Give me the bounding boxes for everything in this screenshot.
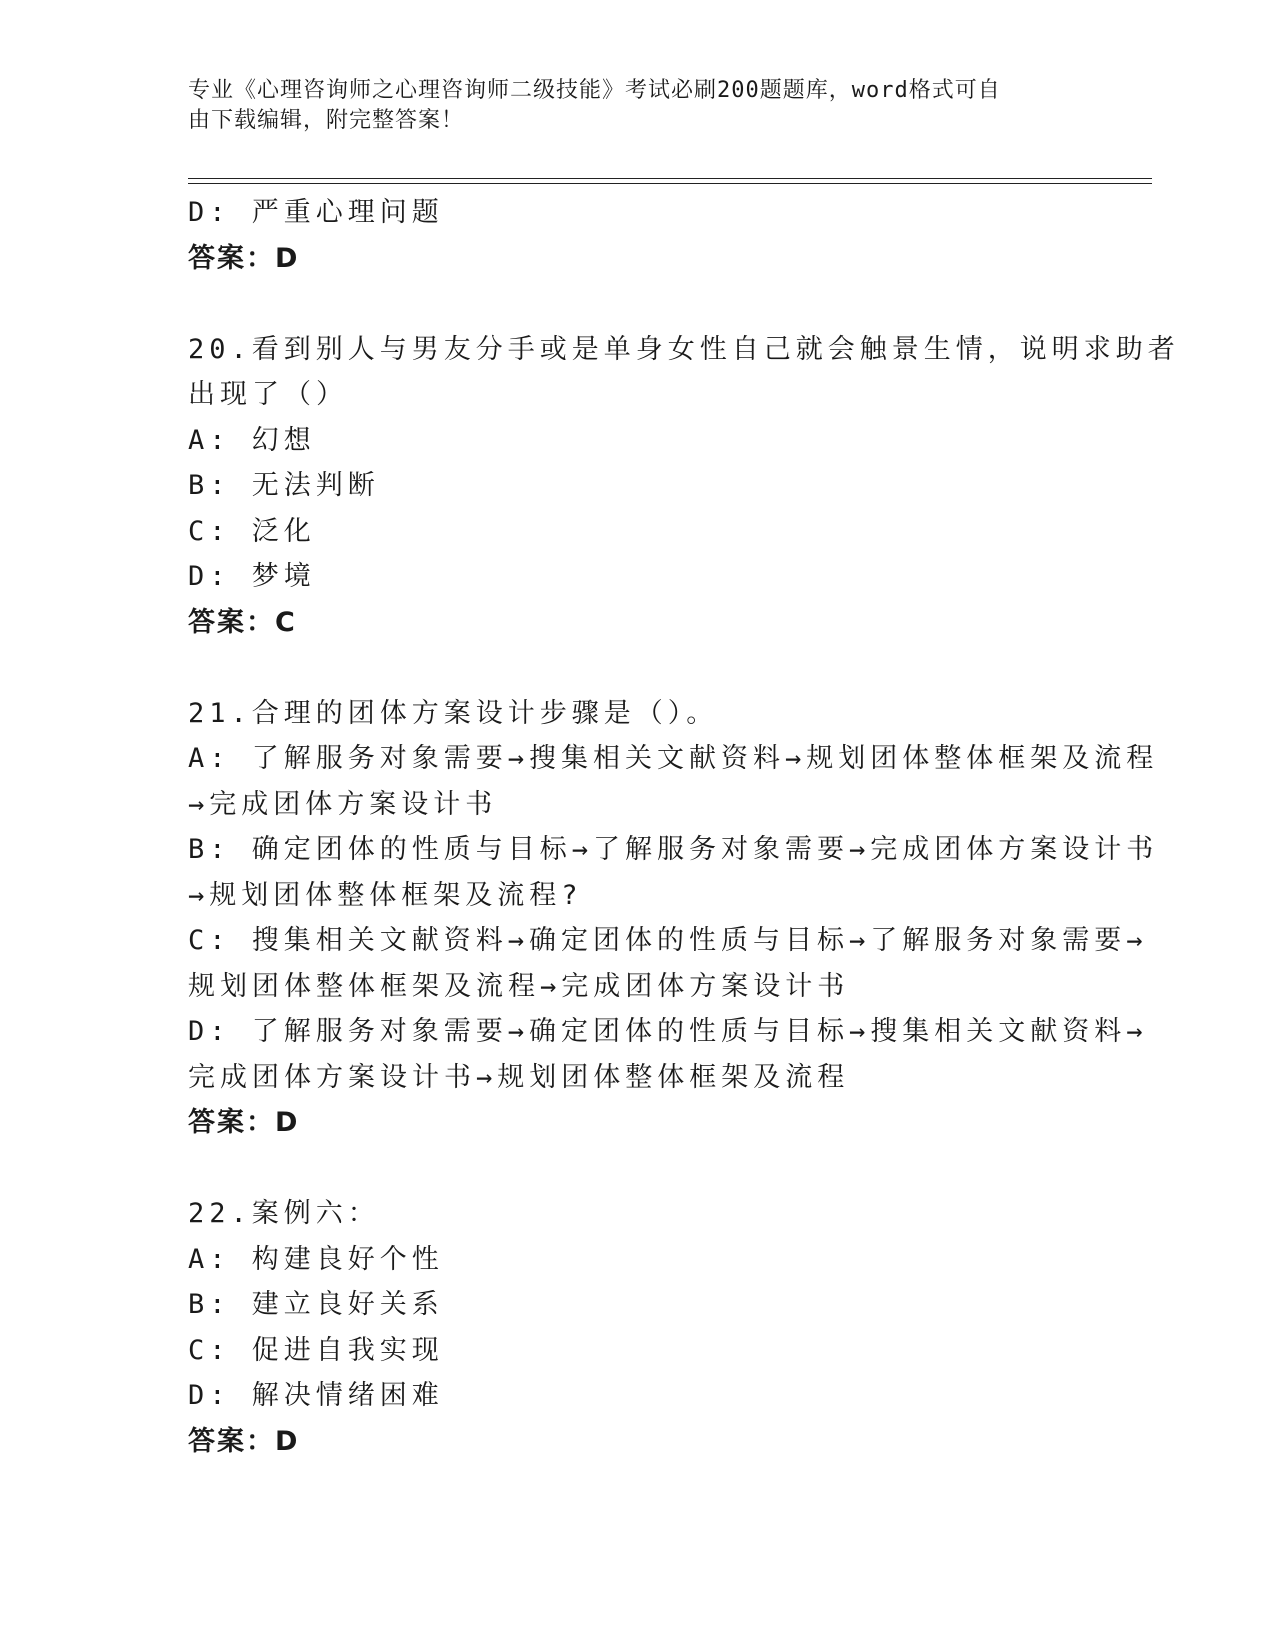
option-d-continued: 完成团体方案设计书→规划团体整体框架及流程 bbox=[188, 1061, 850, 1093]
header-divider-bottom bbox=[188, 183, 1152, 184]
option-d: D: 解决情绪困难 bbox=[188, 1380, 444, 1411]
option-a: A: 构建良好个性 bbox=[188, 1243, 444, 1275]
option-d: D: 了解服务对象需要→确定团体的性质与目标→搜集相关文献资料→ bbox=[188, 1016, 1148, 1047]
option-b: B: 确定团体的性质与目标→了解服务对象需要→完成团体方案设计书 bbox=[188, 834, 1159, 865]
option-a: A: 幻想 bbox=[188, 424, 316, 456]
spacer bbox=[188, 281, 1088, 327]
option-c-continued: 规划团体整体框架及流程→完成团体方案设计书 bbox=[188, 970, 850, 1002]
answer: 答案：D bbox=[188, 242, 300, 274]
question-content bbox=[188, 190, 1180, 1464]
answer: 答案：D bbox=[188, 1425, 300, 1457]
question-22 bbox=[188, 1191, 1088, 1464]
page-header bbox=[188, 76, 1068, 136]
spacer bbox=[188, 645, 1088, 691]
header-divider-top bbox=[188, 178, 1152, 179]
option-a: A: 了解服务对象需要→搜集相关文献资料→规划团体整体框架及流程 bbox=[188, 743, 1159, 774]
option-d: D: 梦境 bbox=[188, 561, 316, 592]
answer: 答案：D bbox=[188, 1107, 300, 1138]
option-d: D: 严重心理问题 bbox=[188, 197, 444, 228]
question-stem: 22.案例六： bbox=[188, 1198, 380, 1229]
question-stem: 20.看到别人与男友分手或是单身女性自己就会触景生情，说明求助者 bbox=[188, 333, 1180, 365]
header-line-1: 专业《心理咨询师之心理咨询师二级技能》考试必刷200题题库，word格式可自 bbox=[188, 78, 1001, 103]
answer: 答案：C bbox=[188, 606, 297, 638]
question-stem-continued: 出现了（） bbox=[188, 379, 348, 410]
option-c: C: 搜集相关文献资料→确定团体的性质与目标→了解服务对象需要→ bbox=[188, 925, 1148, 956]
question-20 bbox=[188, 327, 1180, 646]
spacer bbox=[188, 1146, 1088, 1192]
question-stem: 21.合理的团体方案设计步骤是（）。 bbox=[188, 697, 719, 729]
option-b: B: 建立良好关系 bbox=[188, 1289, 444, 1320]
option-c: C: 促进自我实现 bbox=[188, 1334, 444, 1366]
option-c: C: 泛化 bbox=[188, 515, 316, 547]
option-a-continued: →完成团体方案设计书 bbox=[188, 788, 498, 820]
question-21 bbox=[188, 691, 1159, 1146]
option-b: B: 无法判断 bbox=[188, 470, 380, 501]
header-line-2: 由下载编辑，附完整答案！ bbox=[188, 108, 465, 133]
option-b-continued: →规划团体整体框架及流程? bbox=[188, 879, 583, 911]
